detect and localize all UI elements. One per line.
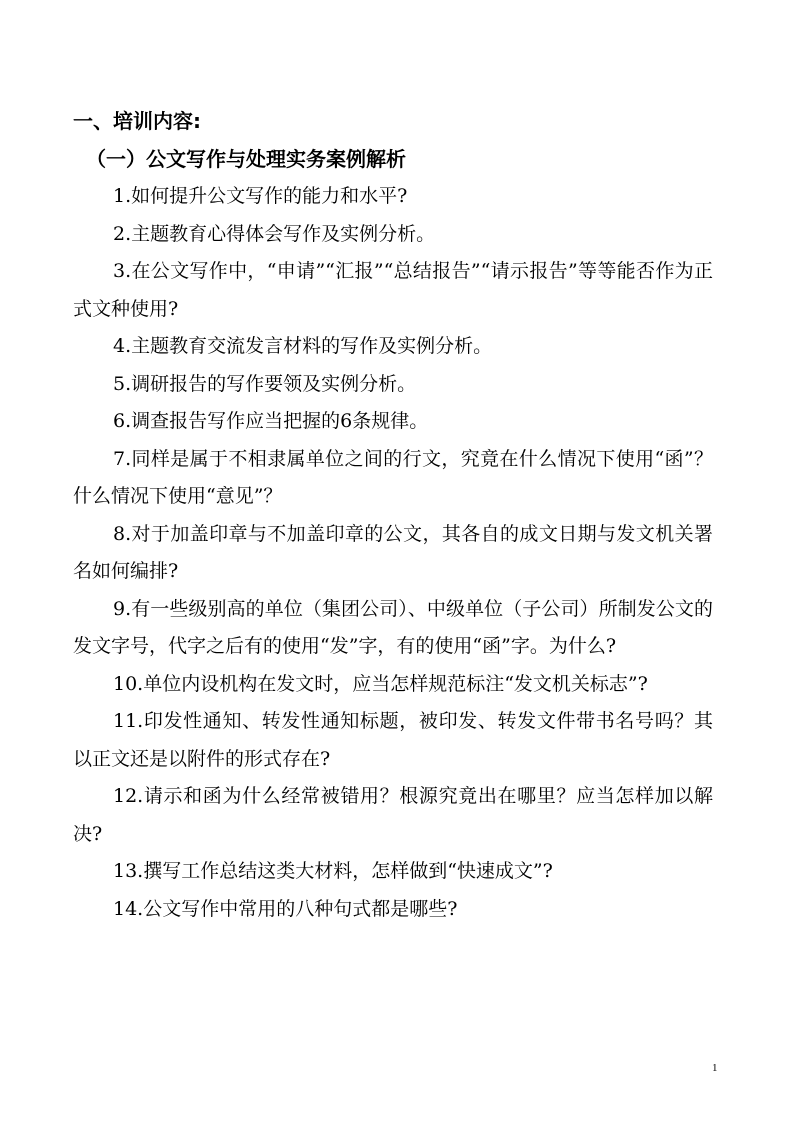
list-item: 2.主题教育心得体会写作及实例分析。 xyxy=(113,222,436,245)
section-heading: 一、培训内容: xyxy=(73,109,201,133)
list-item: 9.有一些级别高的单位（集团公司）、中级单位（子公司）所制发公文的发文字号，代字之后有的使用“发”字，有的使用“函”字。为什么? xyxy=(73,597,713,657)
list-item: 7.同样是属于不相隶属单位之间的行文，究竟在什么情况下使用“函”？什么情况下使用“意见”？ xyxy=(73,447,713,507)
list-item: 12.请示和函为什么经常被错用？根源究竟出在哪里？应当怎样加以解决? xyxy=(73,785,713,845)
list-item: 10.单位内设机构在发文时，应当怎样规范标注“发文机关标志”? xyxy=(113,672,648,695)
list-item: 6.调查报告写作应当把握的6条规律。 xyxy=(113,410,429,432)
list-item: 13.撰写工作总结这类大材料，怎样做到“快速成文”? xyxy=(113,860,553,882)
list-item: 8.对于加盖印章与不加盖印章的公文，其各自的成文日期与发文机关署名如何编排? xyxy=(73,522,713,582)
list-item: 14.公文写作中常用的八种句式都是哪些? xyxy=(113,897,458,920)
list-item: 1.如何提升公文写作的能力和水平? xyxy=(113,185,408,207)
list-item: 3.在公文写作中，“申请”“汇报”“总结报告”“请示报告”等等能否作为正式文种使用? xyxy=(73,260,713,320)
list-item: 11.印发性通知、转发性通知标题，被印发、转发文件带书名号吗？其以正文还是以附件的形式存在? xyxy=(73,710,713,770)
subsection-heading: （一）公文写作与处理实务案例解析 xyxy=(86,147,406,171)
question-list xyxy=(73,178,713,928)
list-item: 4.主题教育交流发言材料的写作及实例分析。 xyxy=(113,335,493,357)
page-number: 1 xyxy=(712,1062,718,1074)
list-item: 5.调研报告的写作要领及实例分析。 xyxy=(113,372,417,395)
